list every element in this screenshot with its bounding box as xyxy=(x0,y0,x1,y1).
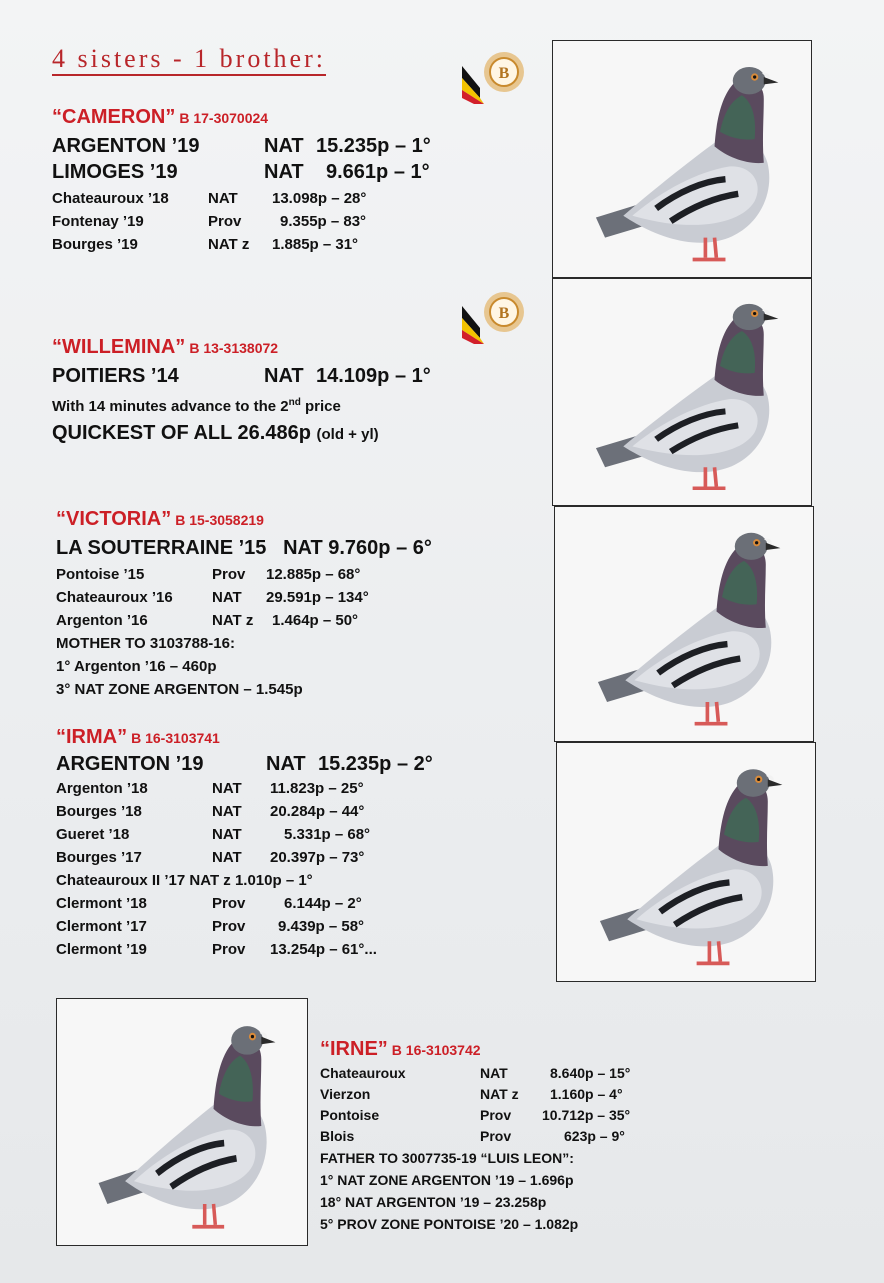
pigeon-figure xyxy=(596,304,778,488)
pigeon-name: “WILLEMINA” xyxy=(52,336,186,358)
result-row: Bourges ’18 NAT 20.284p – 44° xyxy=(56,803,365,820)
pigeon-photo-victoria xyxy=(554,506,814,742)
offspring-line: MOTHER TO 3103788-16: xyxy=(56,635,235,652)
result-row: LIMOGES ’19 NAT 9.661p – 1° xyxy=(52,161,430,183)
pigeon-photo-irma xyxy=(556,742,816,982)
pigeon-photo-willemina xyxy=(552,278,812,506)
pigeon-figure xyxy=(600,769,782,963)
pigeon-photo-irne xyxy=(56,998,308,1246)
offspring-line: 1° NAT ZONE ARGENTON ’19 – 1.696p xyxy=(320,1172,574,1188)
offspring-line: 5° PROV ZONE PONTOISE ’20 – 1.082p xyxy=(320,1216,579,1232)
ring-number: B 17-3070024 xyxy=(179,110,269,126)
result-row: Bourges ’17 NAT 20.397p – 73° xyxy=(56,849,365,866)
result-row: Clermont ’17 Prov 9.439p – 58° xyxy=(56,918,365,935)
badge-letter: B xyxy=(498,305,510,322)
offspring-line: 1° Argenton ’16 – 460p xyxy=(56,658,217,675)
result-row: Blois Prov 623p – 9° xyxy=(320,1128,625,1144)
result-row: Bourges ’19 NAT z 1.885p – 31° xyxy=(52,236,359,253)
pigeon-figure xyxy=(99,1026,276,1227)
pigeon-photo-cameron xyxy=(552,40,812,278)
pigeon-cameron xyxy=(52,106,431,256)
result-row: Clermont ’18 Prov 6.144p – 2° xyxy=(56,895,362,912)
quickest-of-all: QUICKEST OF ALL 26.486p (old + yl) xyxy=(52,422,379,444)
result-row: Argenton ’18 NAT 11.823p – 25° xyxy=(56,780,364,797)
main-results xyxy=(52,133,431,185)
pigeon-name: “CAMERON” xyxy=(52,106,176,128)
belgian-flag-badge-icon xyxy=(460,48,524,104)
ring-number: B 15-3058219 xyxy=(175,512,264,528)
pigeon-irma xyxy=(56,726,433,961)
result-row: Chateauroux NAT 8.640p – 15° xyxy=(320,1065,631,1081)
pigeon-name: “IRMA” xyxy=(56,726,128,748)
offspring-line: 3° NAT ZONE ARGENTON – 1.545p xyxy=(56,681,303,698)
pigeon-name: “VICTORIA” xyxy=(56,508,172,530)
main-results xyxy=(52,363,431,389)
result-row: Argenton ’16 NAT z 1.464p – 50° xyxy=(56,612,359,629)
main-result: LA SOUTERRAINE ’15 NAT 9.760p – 6° xyxy=(56,537,432,559)
result-row: Chateauroux II ’17 NAT z 1.010p – 1° xyxy=(56,872,313,889)
result-row: Chateauroux ’16 NAT 29.591p – 134° xyxy=(56,589,369,606)
result-row: Fontenay ’19 Prov 9.355p – 83° xyxy=(52,213,367,230)
pigeon-figure xyxy=(598,533,780,724)
result-row: Chateauroux ’18 NAT 13.098p – 28° xyxy=(52,190,367,207)
result-row: ARGENTON ’19 NAT 15.235p – 1° xyxy=(52,135,431,157)
other-results xyxy=(52,187,366,256)
pigeon-name: “IRNE” xyxy=(320,1038,388,1060)
result-row: Pontoise ’15 Prov 12.885p – 68° xyxy=(56,566,361,583)
page-headline: 4 sisters - 1 brother: xyxy=(52,44,326,76)
pigeon-willemina xyxy=(52,336,431,448)
result-row: ARGENTON ’19 NAT 15.235p – 2° xyxy=(56,753,433,775)
ring-number: B 16-3103741 xyxy=(131,730,220,746)
result-row: Vierzon NAT z 1.160p – 4° xyxy=(320,1086,623,1102)
badge-letter: B xyxy=(498,65,510,82)
result-row: POITIERS ’14 NAT 14.109p – 1° xyxy=(52,365,431,387)
main-results xyxy=(56,751,433,777)
pigeon-irne xyxy=(320,1038,630,1235)
other-results xyxy=(56,777,377,961)
advance-note: With 14 minutes advance to the 2nd price xyxy=(52,397,341,415)
belgian-flag-badge-icon xyxy=(460,288,524,344)
offspring-line: FATHER TO 3007735-19 “LUIS LEON”: xyxy=(320,1150,574,1166)
result-row: Pontoise Prov 10.712p – 35° xyxy=(320,1107,631,1123)
pigeon-figure xyxy=(596,67,778,259)
ring-number: B 16-3103742 xyxy=(391,1042,481,1058)
other-results xyxy=(320,1063,630,1147)
ring-number: B 13-3138072 xyxy=(189,340,279,356)
offspring-line: 18° NAT ARGENTON ’19 – 23.258p xyxy=(320,1194,547,1210)
pigeon-victoria xyxy=(56,508,432,701)
result-row: Clermont ’19 Prov 13.254p – 61°... xyxy=(56,941,377,958)
result-row: Gueret ’18 NAT 5.331p – 68° xyxy=(56,826,371,843)
other-results xyxy=(56,563,369,632)
